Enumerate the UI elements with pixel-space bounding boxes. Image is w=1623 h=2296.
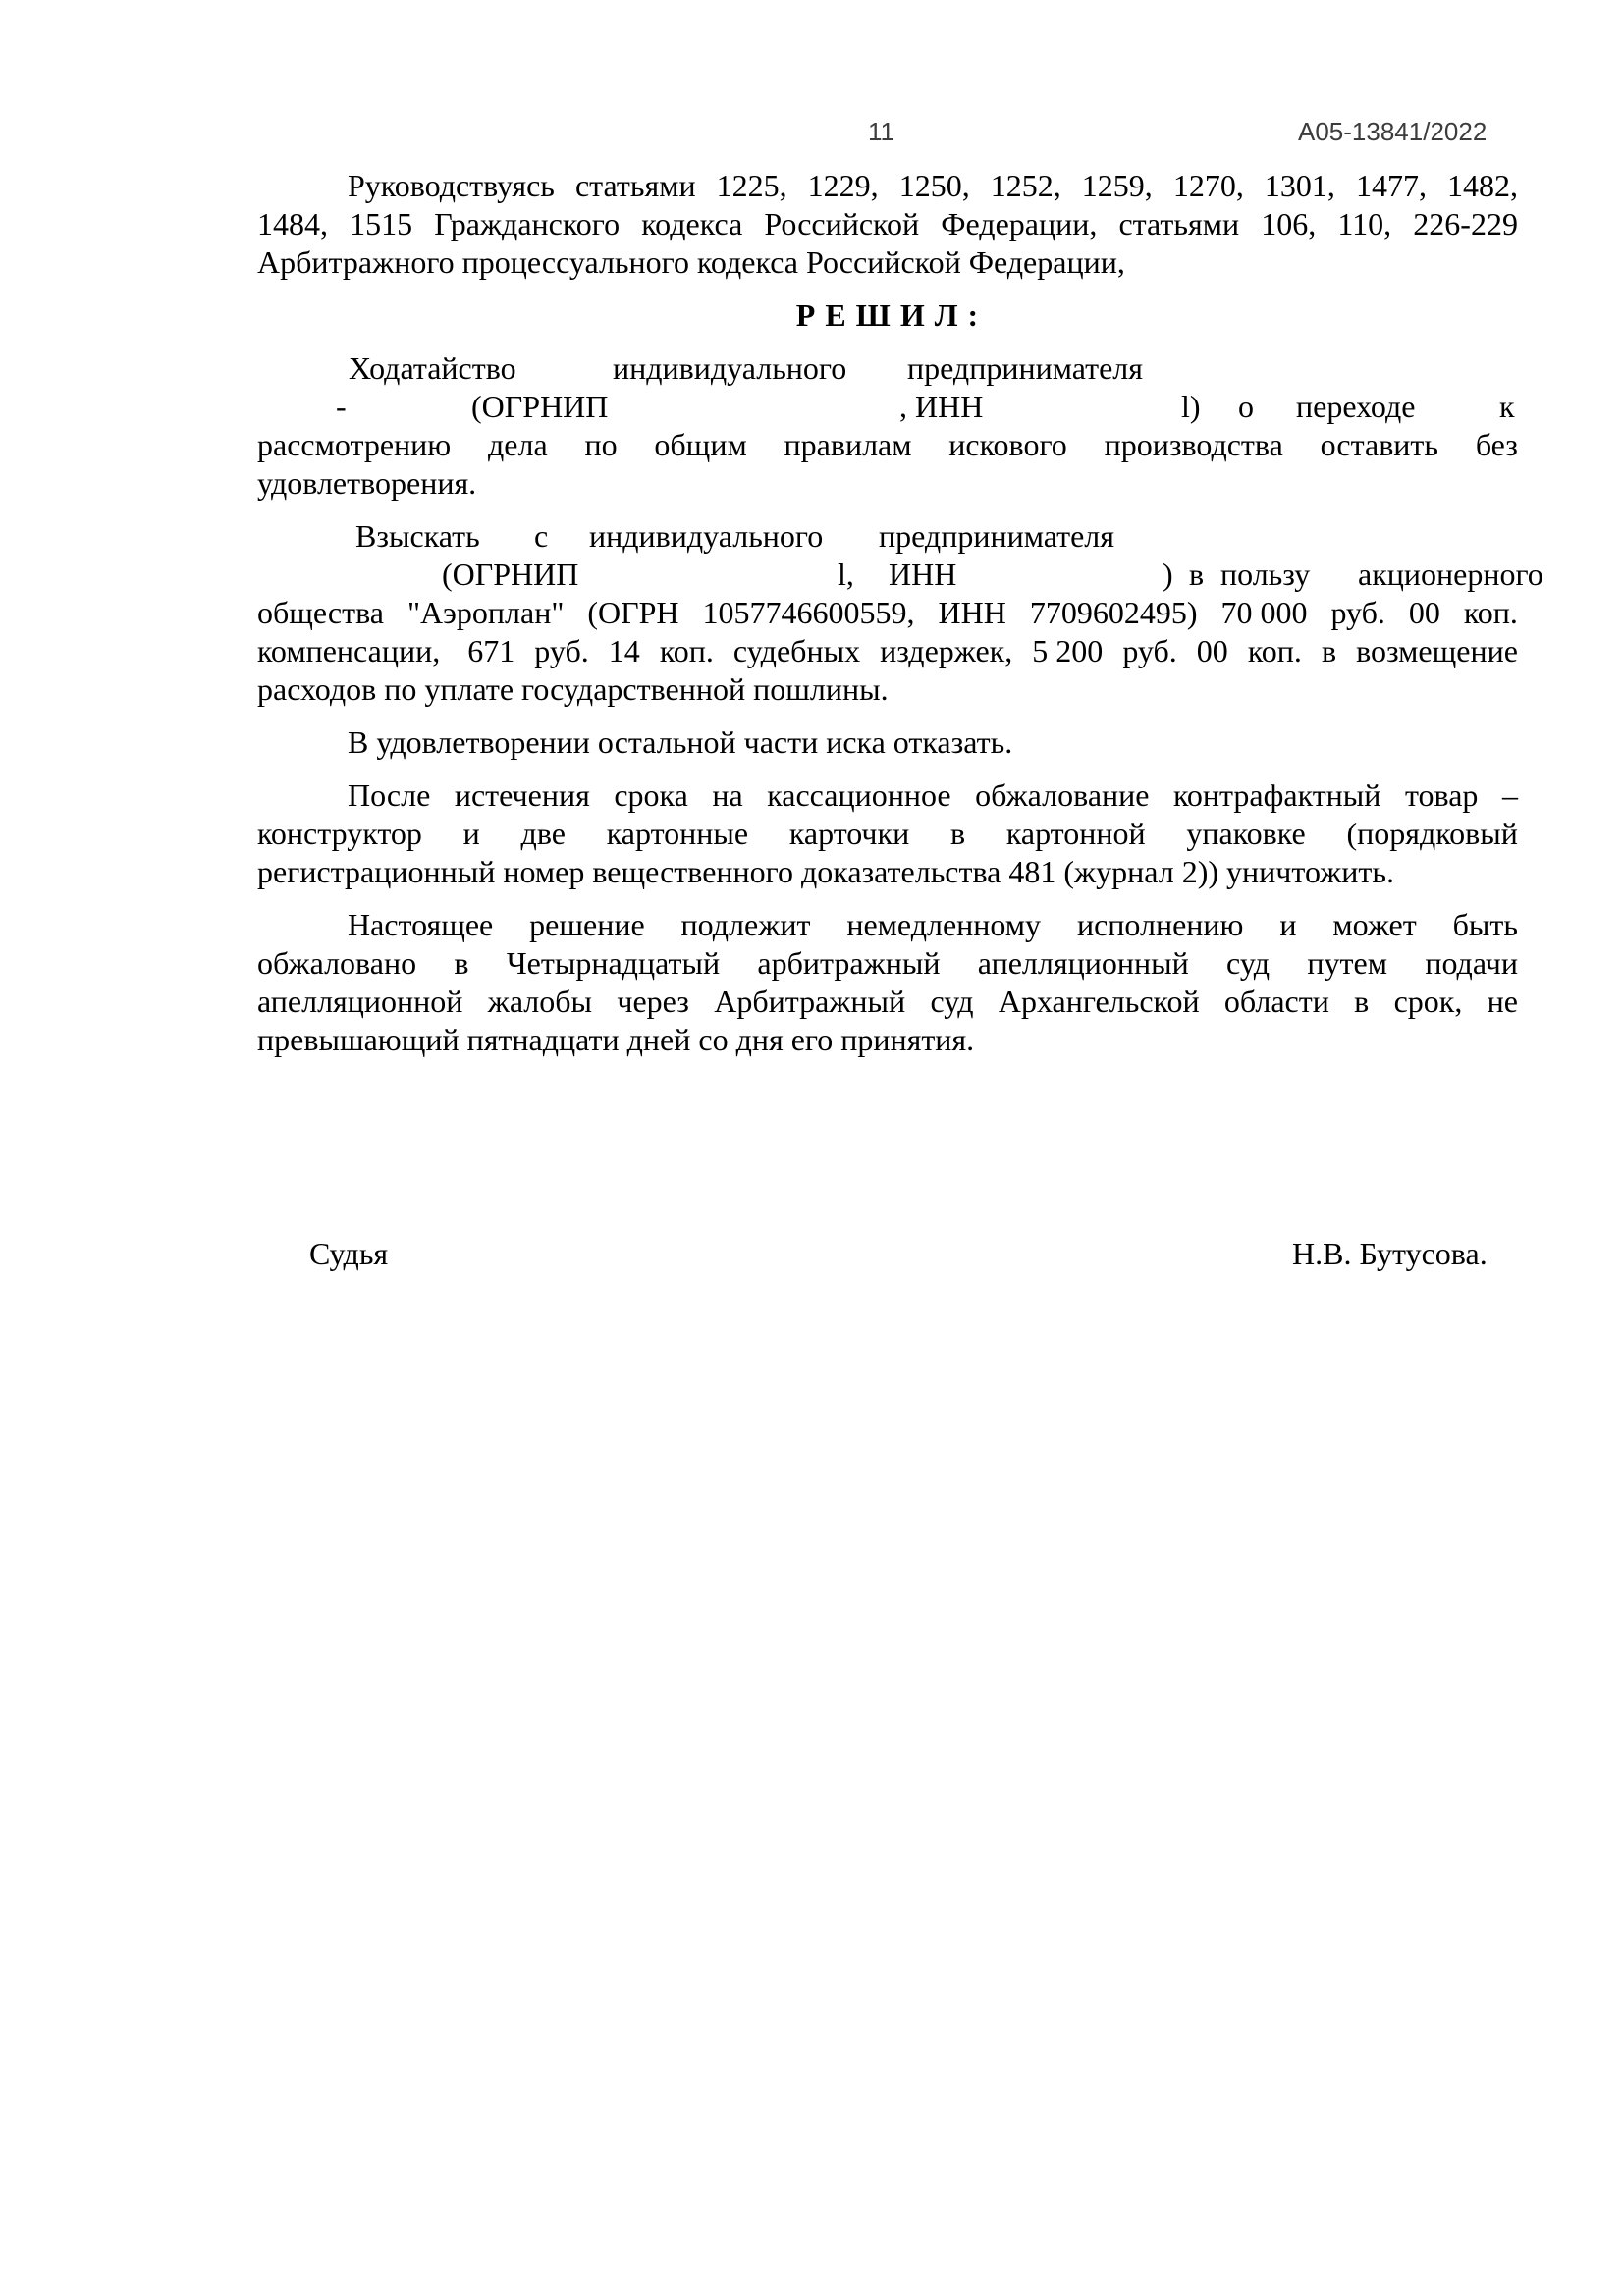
text-segment: индивидуального: [589, 518, 824, 554]
word: статьями: [1118, 206, 1240, 241]
text-segment: предпринимателя: [907, 350, 1143, 386]
word: решение: [529, 907, 645, 942]
word: быть: [1452, 907, 1518, 942]
text-segment: в: [1189, 557, 1205, 592]
text-segment: (ОГРНИП: [442, 557, 579, 592]
text-line: [257, 632, 1518, 670]
word: Арбитражный: [714, 984, 906, 1019]
text-segment: с: [534, 518, 549, 554]
word: кодекса: [641, 206, 743, 241]
text-line: Арбитражного процессуального кодекса Российской Федерации,: [257, 244, 1125, 280]
text-line: [257, 776, 1518, 815]
text-segment: акционерного: [1358, 557, 1543, 592]
word: две: [520, 816, 566, 851]
word: конструктор: [257, 816, 422, 851]
word: истечения: [454, 777, 590, 813]
text-segment: о: [1238, 389, 1254, 424]
word: через: [617, 984, 689, 1019]
word: коп.: [1247, 633, 1302, 668]
word: –: [1501, 777, 1518, 813]
word: области: [1223, 984, 1329, 1019]
word: арбитражный: [757, 945, 941, 981]
text-line: [257, 426, 1518, 464]
word: 110,: [1337, 206, 1392, 241]
word: в: [1354, 984, 1370, 1019]
word: и: [462, 816, 480, 851]
word: упаковке: [1186, 816, 1306, 851]
text-line: [257, 906, 1518, 944]
text-segment: -: [336, 389, 347, 424]
word: по: [584, 427, 618, 462]
text-line: регистрационный номер вещественного доказательства 481 (журнал 2)) уничтожить.: [257, 854, 1394, 889]
word: суд: [1226, 945, 1271, 981]
word: 14: [608, 633, 640, 668]
word: руб.: [1330, 595, 1385, 630]
text-segment: ИНН: [889, 557, 957, 592]
text-segment: l,: [838, 557, 854, 592]
word: искового: [948, 427, 1067, 462]
word: Российской: [764, 206, 920, 241]
text-line: [257, 983, 1518, 1021]
word: апелляционный: [977, 945, 1189, 981]
signature-row: [257, 1235, 1518, 1273]
text-line: [257, 556, 1543, 594]
word: (порядковый: [1346, 816, 1518, 851]
word: карточки: [788, 816, 910, 851]
word: Руководствуясь: [348, 168, 555, 203]
word: Федерации,: [941, 206, 1098, 241]
word: Настоящее: [348, 907, 494, 942]
word: в: [1321, 633, 1337, 668]
word: 1252,: [990, 168, 1061, 203]
word: 1250,: [898, 168, 970, 203]
text-segment: ): [1163, 557, 1173, 592]
text-segment: l): [1181, 389, 1201, 424]
text-line: [257, 815, 1518, 853]
word: путем: [1307, 945, 1387, 981]
text-segment: пользу: [1220, 557, 1311, 592]
text-line: [257, 517, 1518, 556]
word: статьями: [574, 168, 696, 203]
word: После: [348, 777, 431, 813]
page-header: [0, 114, 1623, 149]
text-segment: индивидуального: [613, 350, 847, 386]
word: 70 000: [1220, 595, 1308, 630]
word: контрафактный: [1173, 777, 1381, 813]
text-line: расходов по уплате государственной пошлины.: [257, 671, 889, 707]
word: "Аэроплан": [406, 595, 565, 630]
word: 1229,: [807, 168, 879, 203]
word: правилам: [784, 427, 912, 462]
word: 1301,: [1264, 168, 1335, 203]
judge-name: Н.В. Бутусова.: [1292, 1236, 1488, 1271]
word: 1515: [350, 206, 413, 241]
word: в: [454, 945, 469, 981]
paragraph: [257, 349, 1518, 503]
word: 00: [1408, 595, 1440, 630]
word: 106,: [1261, 206, 1317, 241]
paragraph: [257, 723, 1518, 762]
word: может: [1332, 907, 1417, 942]
word: производства: [1104, 427, 1283, 462]
word: и: [1279, 907, 1297, 942]
word: подлежит: [680, 907, 811, 942]
paragraph: [257, 167, 1518, 282]
word: ИНН: [938, 595, 1006, 630]
word: кассационное: [767, 777, 951, 813]
word: (ОГРН: [587, 595, 679, 630]
word: не: [1487, 984, 1518, 1019]
word: 1270,: [1172, 168, 1244, 203]
word: картонные: [606, 816, 749, 851]
word: подачи: [1425, 945, 1518, 981]
text-line: [257, 349, 1518, 388]
text-line: [257, 167, 1518, 205]
word: оставить: [1320, 427, 1438, 462]
word: 1225,: [716, 168, 787, 203]
word: Архангельской: [998, 984, 1200, 1019]
word: Гражданского: [434, 206, 621, 241]
judge-label: Судья: [309, 1236, 389, 1271]
word: коп.: [1463, 595, 1518, 630]
word: обжаловано: [257, 945, 417, 981]
word: обжалование: [975, 777, 1150, 813]
text-segment: Ходатайство: [349, 350, 516, 386]
word: 1477,: [1355, 168, 1427, 203]
word: коп.: [659, 633, 714, 668]
word: 00: [1196, 633, 1228, 668]
paragraph: [257, 517, 1543, 709]
word: суд: [930, 984, 974, 1019]
word: 5 200: [1032, 633, 1104, 668]
word: дела: [487, 427, 548, 462]
case-number: А05-13841/2022: [1298, 117, 1488, 146]
word: Четырнадцатый: [506, 945, 721, 981]
text-segment: переходе: [1296, 389, 1416, 424]
word: судебных: [732, 633, 861, 668]
word: исполнению: [1076, 907, 1244, 942]
word: рассмотрению: [257, 427, 452, 462]
text-segment: Взыскать: [355, 518, 480, 554]
word: издержек,: [880, 633, 1013, 668]
page-number: 11: [868, 117, 894, 146]
word: срок,: [1393, 984, 1463, 1019]
word: 1057746600559,: [702, 595, 915, 630]
text-line: удовлетворения.: [257, 465, 477, 501]
word: жалобы: [487, 984, 593, 1019]
word: руб.: [1122, 633, 1177, 668]
paragraph: [257, 906, 1518, 1059]
text-segment: предпринимателя: [879, 518, 1114, 554]
word: общества: [257, 595, 384, 630]
word: апелляционной: [257, 984, 463, 1019]
word: компенсации,: [257, 633, 449, 668]
word: товар: [1404, 777, 1479, 813]
text-line: [257, 594, 1518, 632]
word: срока: [614, 777, 688, 813]
text-line: [257, 388, 1518, 426]
resolution-heading: Р Е Ш И Л :: [795, 297, 980, 333]
word: 7709602495): [1029, 595, 1198, 630]
text-segment: , ИНН: [899, 389, 984, 424]
word: картонной: [1005, 816, 1146, 851]
text-segment: к: [1499, 389, 1515, 424]
word: возмещение: [1356, 633, 1518, 668]
document-body: [257, 167, 1543, 1273]
word: руб.: [534, 633, 589, 668]
text-segment: (ОГРНИП: [471, 389, 609, 424]
word: в: [949, 816, 966, 851]
word: на: [712, 777, 743, 813]
paragraph: [257, 776, 1518, 891]
word: без: [1475, 427, 1518, 462]
word: общим: [654, 427, 747, 462]
word: 1482,: [1446, 168, 1518, 203]
text-line: [257, 205, 1518, 243]
word: немедленному: [846, 907, 1042, 942]
word: 226-229: [1413, 206, 1518, 241]
text-line: [257, 944, 1518, 983]
text-line: превышающий пятнадцати дней со дня его принятия.: [257, 1022, 975, 1057]
word: 1484,: [257, 206, 328, 241]
word: 1259,: [1081, 168, 1153, 203]
word: 671: [467, 633, 515, 668]
text-line: В удовлетворении остальной части иска отказать.: [348, 724, 1013, 760]
